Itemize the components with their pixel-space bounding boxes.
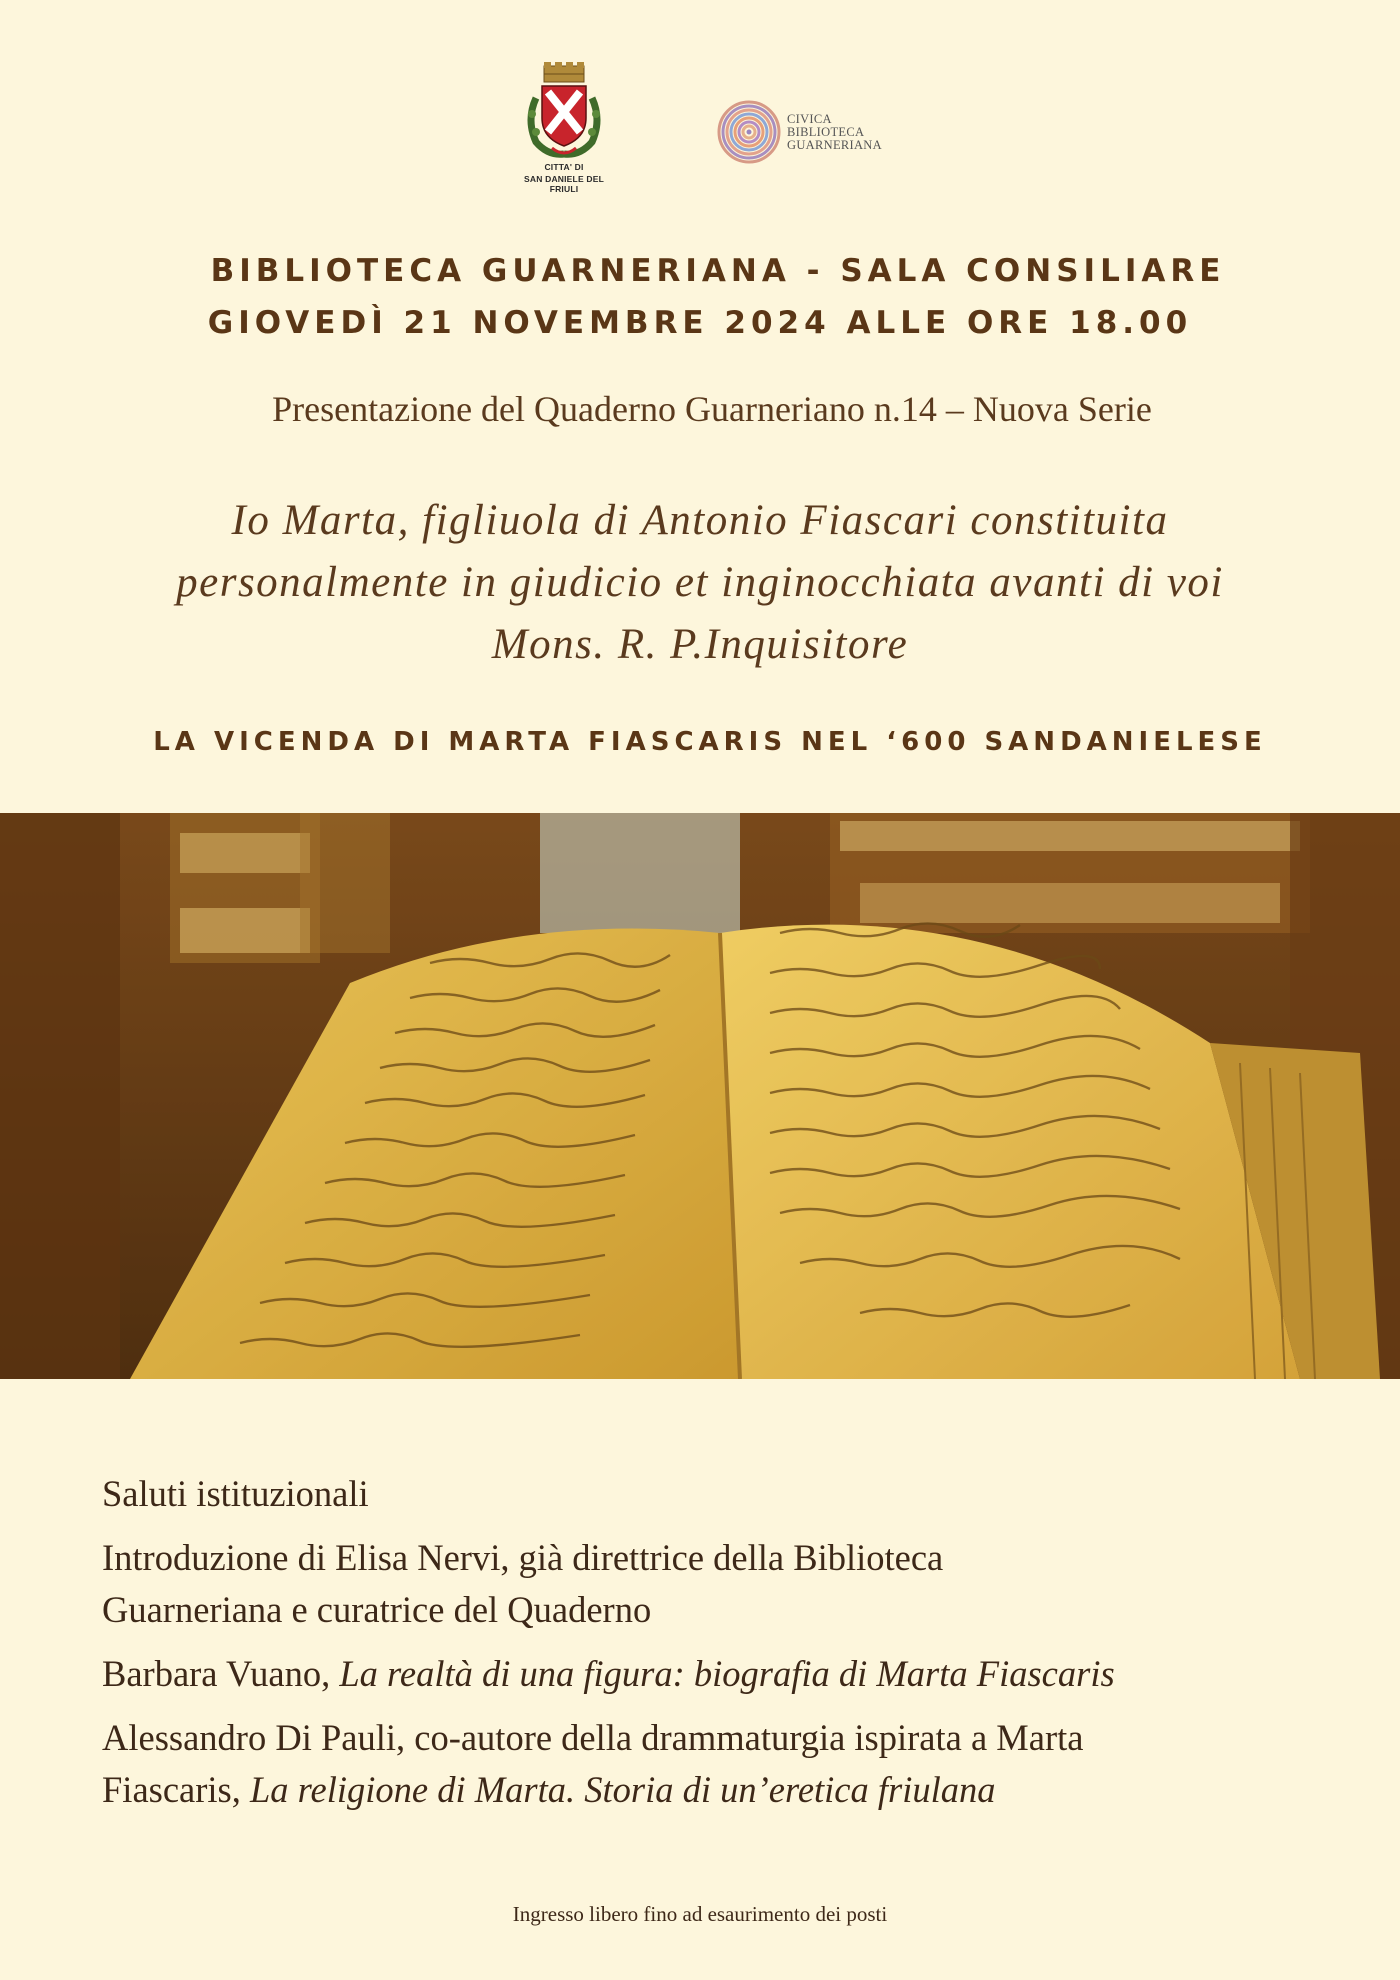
city-coat-of-arms-icon xyxy=(522,62,606,160)
crest-caption-line2: SAN DANIELE DEL FRIULI xyxy=(524,174,604,194)
title-line-3: Mons. R. P.Inquisitore xyxy=(491,621,909,668)
event-subtitle: LA VICENDA DI MARTA FIASCARIS NEL ‘600 SANDANIELESE xyxy=(153,727,1267,757)
library-logo xyxy=(717,100,882,164)
datetime-heading: GIOVEDÌ 21 NOVEMBRE 2024 ALLE ORE 18.00 xyxy=(207,305,1193,341)
library-logo-text xyxy=(787,113,882,152)
speaker-2-name-tail: Fiascaris, xyxy=(102,1769,250,1810)
crest-caption-line1: CITTA' DI xyxy=(544,162,584,172)
venue-heading: BIBLIOTECA GUARNERIANA - SALA CONSILIARE xyxy=(210,253,1226,289)
intro-line-2: Guarneriana e curatrice del Quaderno xyxy=(102,1589,652,1630)
city-crest xyxy=(512,62,616,194)
concentric-rings-logo-icon xyxy=(717,100,781,164)
intro-line-1: Introduzione di Elisa Nervi, già direttrice della Biblioteca xyxy=(102,1537,944,1578)
program-greeting: Saluti istituzionali xyxy=(102,1473,369,1514)
speaker-2-line-1: Alessandro Di Pauli, co-autore della drammaturgia ispirata a Marta xyxy=(102,1717,1084,1758)
library-logo-line2: BIBLIOTECA xyxy=(787,124,865,139)
library-logo-line3: GUARNERIANA xyxy=(787,137,882,152)
manuscript-photo xyxy=(0,813,1400,1379)
logos-row xyxy=(0,60,1400,200)
title-line-2: personalmente in giudicio et inginocchiata avanti di voi xyxy=(176,559,1224,606)
presentation-line: Presentazione del Quaderno Guarneriano n.14 – Nuova Serie xyxy=(272,389,1152,429)
admission-note: Ingresso libero fino ad esaurimento dei posti xyxy=(512,1902,888,1926)
library-logo-line1: CIVICA xyxy=(787,111,832,126)
speaker-1-talk: La realtà di una figura: biografia di Marta Fiascaris xyxy=(339,1653,1115,1694)
old-manuscript-book-icon xyxy=(0,813,1400,1379)
speaker-1-name: Barbara Vuano, xyxy=(102,1653,340,1694)
speaker-2-talk: La religione di Marta. Storia di un’eretica friulana xyxy=(250,1769,996,1810)
program-introduction xyxy=(102,1532,1342,1636)
program-speaker-1 xyxy=(102,1648,1342,1700)
program-speaker-2 xyxy=(102,1712,1342,1816)
title-line-1: Io Marta, figliuola di Antonio Fiascari constituita xyxy=(231,497,1169,544)
program-list xyxy=(102,1468,1342,1828)
event-title xyxy=(60,490,1340,676)
